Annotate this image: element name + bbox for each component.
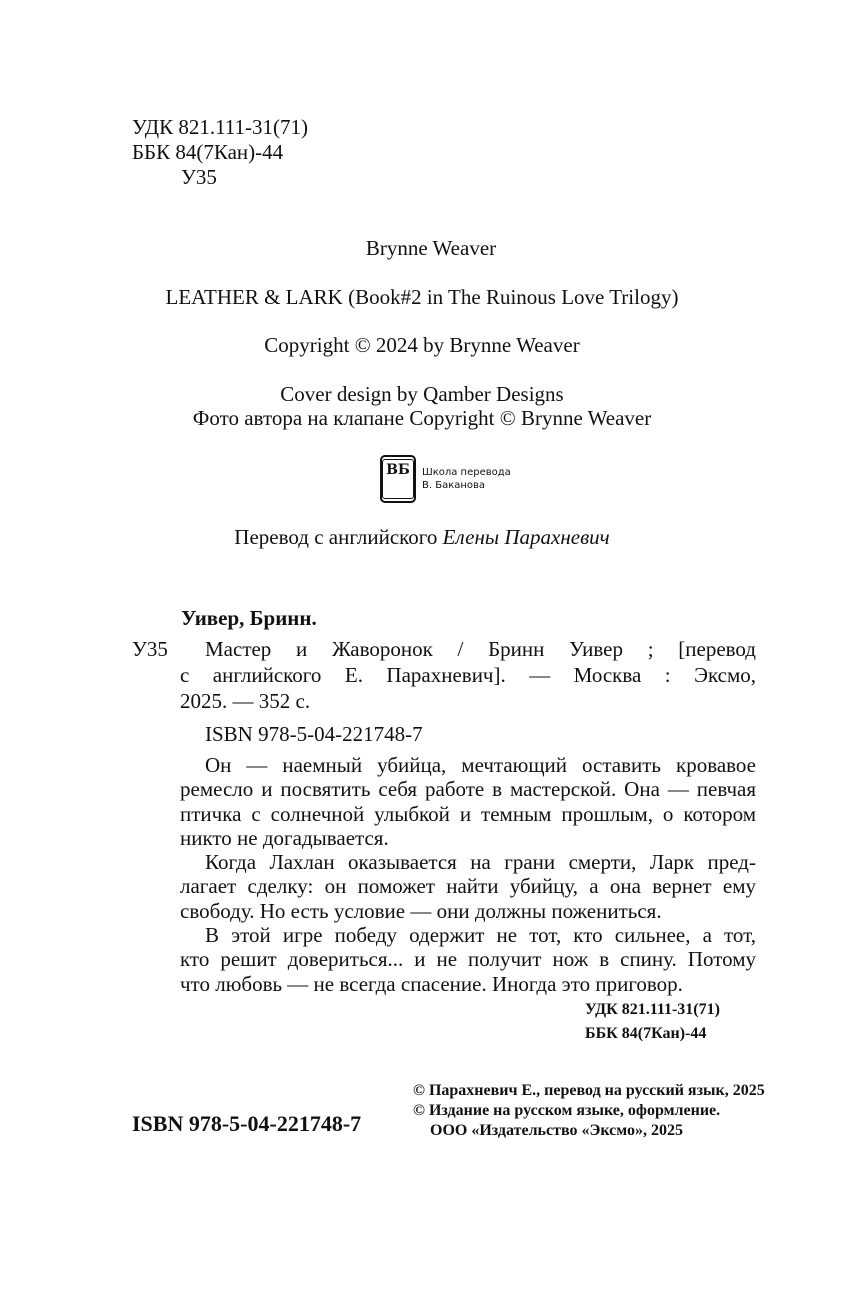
author-mark: У35 bbox=[181, 165, 217, 189]
annotation-line: В этой игре победу одержит не тот, кто сильнее, а тот, bbox=[205, 923, 756, 948]
catalog-line-1: Мастер и Жаворонок / Бринн Уивер ; [перевод bbox=[205, 637, 756, 661]
annotation-line: Он — наемный убийца, мечтающий оставить кровавое bbox=[205, 753, 756, 777]
footer-isbn: ISBN 978-5-04-221748-7 bbox=[132, 1111, 362, 1136]
annotation-line: никто не догадывается. bbox=[180, 825, 389, 850]
logo-line-1: Школа перевода bbox=[422, 467, 511, 478]
footer-copyright-3: ООО «Издательство «Эксмо», 2025 bbox=[430, 1122, 683, 1139]
translation-prefix: Перевод с английского bbox=[234, 525, 438, 549]
annotation-line: Когда Лахлан оказывается на грани смерти, Ларк пред- bbox=[205, 850, 756, 875]
catalog-line-3: 2025. — 352 с. bbox=[180, 689, 311, 713]
annotation-line: ремесло и посвятить себя работе в мастерской. Она — певчая bbox=[180, 777, 756, 802]
catalog-isbn: ISBN 978-5-04-221748-7 bbox=[205, 722, 423, 746]
footer-copyright-2: © Издание на русском языке, оформление. bbox=[413, 1102, 721, 1119]
original-title: LEATHER & LARK (Book#2 in The Ruinous Love Trilogy) bbox=[165, 285, 679, 309]
footer-bbk: ББК 84(7Кан)-44 bbox=[585, 1025, 707, 1042]
annotation-line: лагает сделку: он поможет найти убийцу, а она вернет ему bbox=[180, 874, 756, 899]
copyright-line: Copyright © 2024 by Brynne Weaver bbox=[264, 333, 580, 357]
logo-mark: ВБ bbox=[382, 459, 414, 499]
translation-credit bbox=[0, 525, 844, 549]
translation-school-logo bbox=[380, 452, 510, 506]
catalog-mark: У35 bbox=[132, 637, 168, 661]
annotation-line: что любовь — не всегда спасение. Иногда это приговор. bbox=[180, 971, 683, 996]
bbk-code: ББК 84(7Кан)-44 bbox=[132, 140, 284, 164]
annotation-line: кто решит довериться... и не получит нож в спину. Потому bbox=[180, 947, 756, 972]
logo-caption bbox=[422, 466, 511, 492]
translator-name: Елены Парахневич bbox=[442, 525, 610, 549]
cover-design: Cover design by Qamber Designs bbox=[280, 382, 564, 406]
annotation-line: птичка с солнечной улыбкой и темным прошлым, о котором bbox=[180, 801, 756, 826]
annotation bbox=[180, 753, 756, 996]
annotation-line: свободу. Но есть условие — они должны пожениться. bbox=[180, 898, 662, 923]
logo-line-2: В. Баканова bbox=[422, 480, 486, 491]
footer-udk: УДК 821.111-31(71) bbox=[585, 1001, 720, 1018]
udk-code: УДК 821.111-31(71) bbox=[132, 115, 308, 139]
catalog-line-2: с английского Е. Парахневич]. — Москва : Эксмо, bbox=[180, 663, 756, 687]
author-name: Brynne Weaver bbox=[365, 236, 497, 260]
footer-copyright-1: © Парахневич Е., перевод на русский язык, 2025 bbox=[413, 1082, 765, 1099]
author-photo-credit: Фото автора на клапане Copyright © Brynne Weaver bbox=[192, 406, 652, 430]
catalog-heading: Уивер, Бринн. bbox=[181, 606, 317, 630]
logo-emblem bbox=[380, 455, 416, 503]
